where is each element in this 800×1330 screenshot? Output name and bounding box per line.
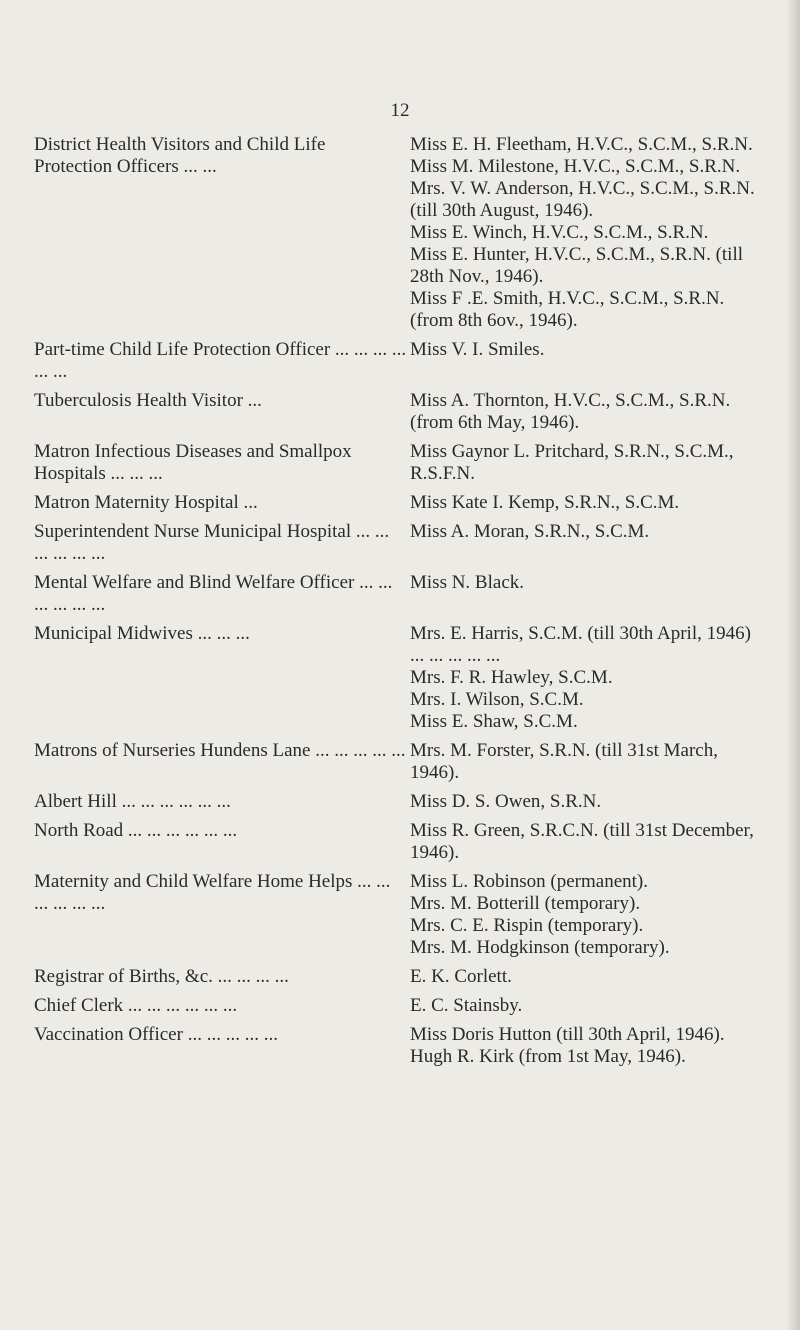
staff-entry: [34, 995, 764, 1017]
post-holders: [407, 995, 764, 1017]
holder-name: Hugh R. Kirk (from 1st May, 1946).: [410, 1046, 686, 1067]
post-holders: [407, 134, 764, 332]
post-holders: [407, 820, 764, 864]
holder-name: Miss R. Green, S.R.C.N. (till 31st December, 1946).: [410, 820, 754, 863]
holder-name: Miss E. Shaw, S.C.M.: [410, 711, 578, 732]
holder-name: Mrs. F. R. Hawley, S.C.M.: [410, 667, 613, 688]
post-title: Part-time Child Life Protection Officer ... ... ... ... ... ...: [34, 339, 407, 382]
staff-entry: [34, 791, 764, 813]
post-title: North Road ... ... ... ... ... ...: [34, 820, 238, 841]
post-title: Vaccination Officer ... ... ... ... ...: [34, 1024, 278, 1045]
holder-name: Miss L. Robinson (permanent).: [410, 871, 649, 892]
holder-name: Miss M. Milestone, H.V.C., S.C.M., S.R.N.: [410, 156, 741, 177]
holder-name: Miss A. Moran, S.R.N., S.C.M.: [410, 521, 650, 542]
holder-name: Miss A. Thornton, H.V.C., S.C.M., S.R.N. (from 6th May, 1946).: [410, 390, 731, 433]
post-title: Matron Maternity Hospital ...: [34, 492, 258, 513]
staff-entry: [34, 390, 764, 434]
holder-name: Miss Kate I. Kemp, S.R.N., S.C.M.: [410, 492, 680, 513]
staff-entry: [34, 492, 764, 514]
holder-name: Miss Gaynor L. Pritchard, S.R.N., S.C.M., R.S.F.N.: [410, 441, 734, 484]
post-title: Municipal Midwives ... ... ...: [34, 623, 250, 644]
holder-name: Miss N. Black.: [410, 572, 524, 593]
staff-entry: [34, 623, 764, 733]
holder-name: Miss E. H. Fleetham, H.V.C., S.C.M., S.R.N.: [410, 134, 753, 155]
post-holders: [407, 623, 764, 733]
staff-entry: [34, 871, 764, 959]
holder-name: Mrs. V. W. Anderson, H.V.C., S.C.M., S.R.N. (till 30th August, 1946).: [410, 178, 755, 221]
holder-name: Miss E. Hunter, H.V.C., S.C.M., S.R.N. (till 28th Nov., 1946).: [410, 244, 744, 287]
page-number: 12: [390, 100, 410, 121]
post-holders: [407, 441, 764, 485]
staff-entry: [34, 820, 764, 864]
post-holders: [407, 871, 764, 959]
holder-name: Mrs. E. Harris, S.C.M. (till 30th April, 1946) ... ... ... ... ...: [410, 623, 751, 666]
post-holders: [407, 740, 764, 784]
staff-entry: [34, 1024, 764, 1068]
post-title: Maternity and Child Welfare Home Helps ... ... ... ... ... ...: [34, 871, 391, 914]
holder-name: Miss Doris Hutton (till 30th April, 1946).: [410, 1024, 725, 1045]
post-title: Registrar of Births, &c. ... ... ... ...: [34, 966, 289, 987]
staff-entry: [34, 521, 764, 565]
post-holders: [407, 492, 764, 514]
post-holders: [407, 390, 764, 434]
page-edge: [786, 0, 800, 1330]
staff-entry: [34, 572, 764, 616]
post-holders: [407, 572, 764, 594]
post-holders: [407, 339, 764, 361]
holder-name: Miss V. I. Smiles.: [410, 339, 545, 360]
post-holders: [407, 1024, 764, 1068]
holder-name: Mrs. M. Botterill (temporary).: [410, 893, 641, 914]
post-title: Chief Clerk ... ... ... ... ... ...: [34, 995, 238, 1016]
holder-name: Mrs. M. Forster, S.R.N. (till 31st March, 1946).: [410, 740, 718, 783]
staff-list: [34, 134, 764, 1075]
holder-name: Mrs. I. Wilson, S.C.M.: [410, 689, 584, 710]
holder-name: E. K. Corlett.: [410, 966, 512, 987]
staff-entry: [34, 740, 764, 784]
staff-entry: [34, 441, 764, 485]
holder-name: Mrs. C. E. Rispin (temporary).: [410, 915, 644, 936]
post-title: Albert Hill ... ... ... ... ... ...: [34, 791, 231, 812]
holder-name: E. C. Stainsby.: [410, 995, 523, 1016]
staff-entry: [34, 966, 764, 988]
holder-name: Miss E. Winch, H.V.C., S.C.M., S.R.N.: [410, 222, 709, 243]
post-title: Matrons of Nurseries Hundens Lane ... ... ... ... ...: [34, 740, 406, 761]
post-title: District Health Visitors and Child Life Protection Officers ... ...: [34, 134, 326, 177]
holder-name: Mrs. M. Hodgkinson (temporary).: [410, 937, 670, 958]
post-title: Mental Welfare and Blind Welfare Officer ... ... ... ... ... ...: [34, 572, 393, 615]
post-holders: [407, 521, 764, 543]
staff-entry: [34, 339, 764, 383]
holder-name: Miss F .E. Smith, H.V.C., S.C.M., S.R.N. (from 8th 6ov., 1946).: [410, 288, 725, 331]
post-holders: [407, 966, 764, 988]
post-holders: [407, 791, 764, 813]
post-title: Matron Infectious Diseases and Smallpox Hospitals ... ... ...: [34, 441, 352, 484]
post-title: Tuberculosis Health Visitor ...: [34, 390, 262, 411]
staff-entry: [34, 134, 764, 332]
holder-name: Miss D. S. Owen, S.R.N.: [410, 791, 602, 812]
post-title: Superintendent Nurse Municipal Hospital ... ... ... ... ... ...: [34, 521, 390, 564]
